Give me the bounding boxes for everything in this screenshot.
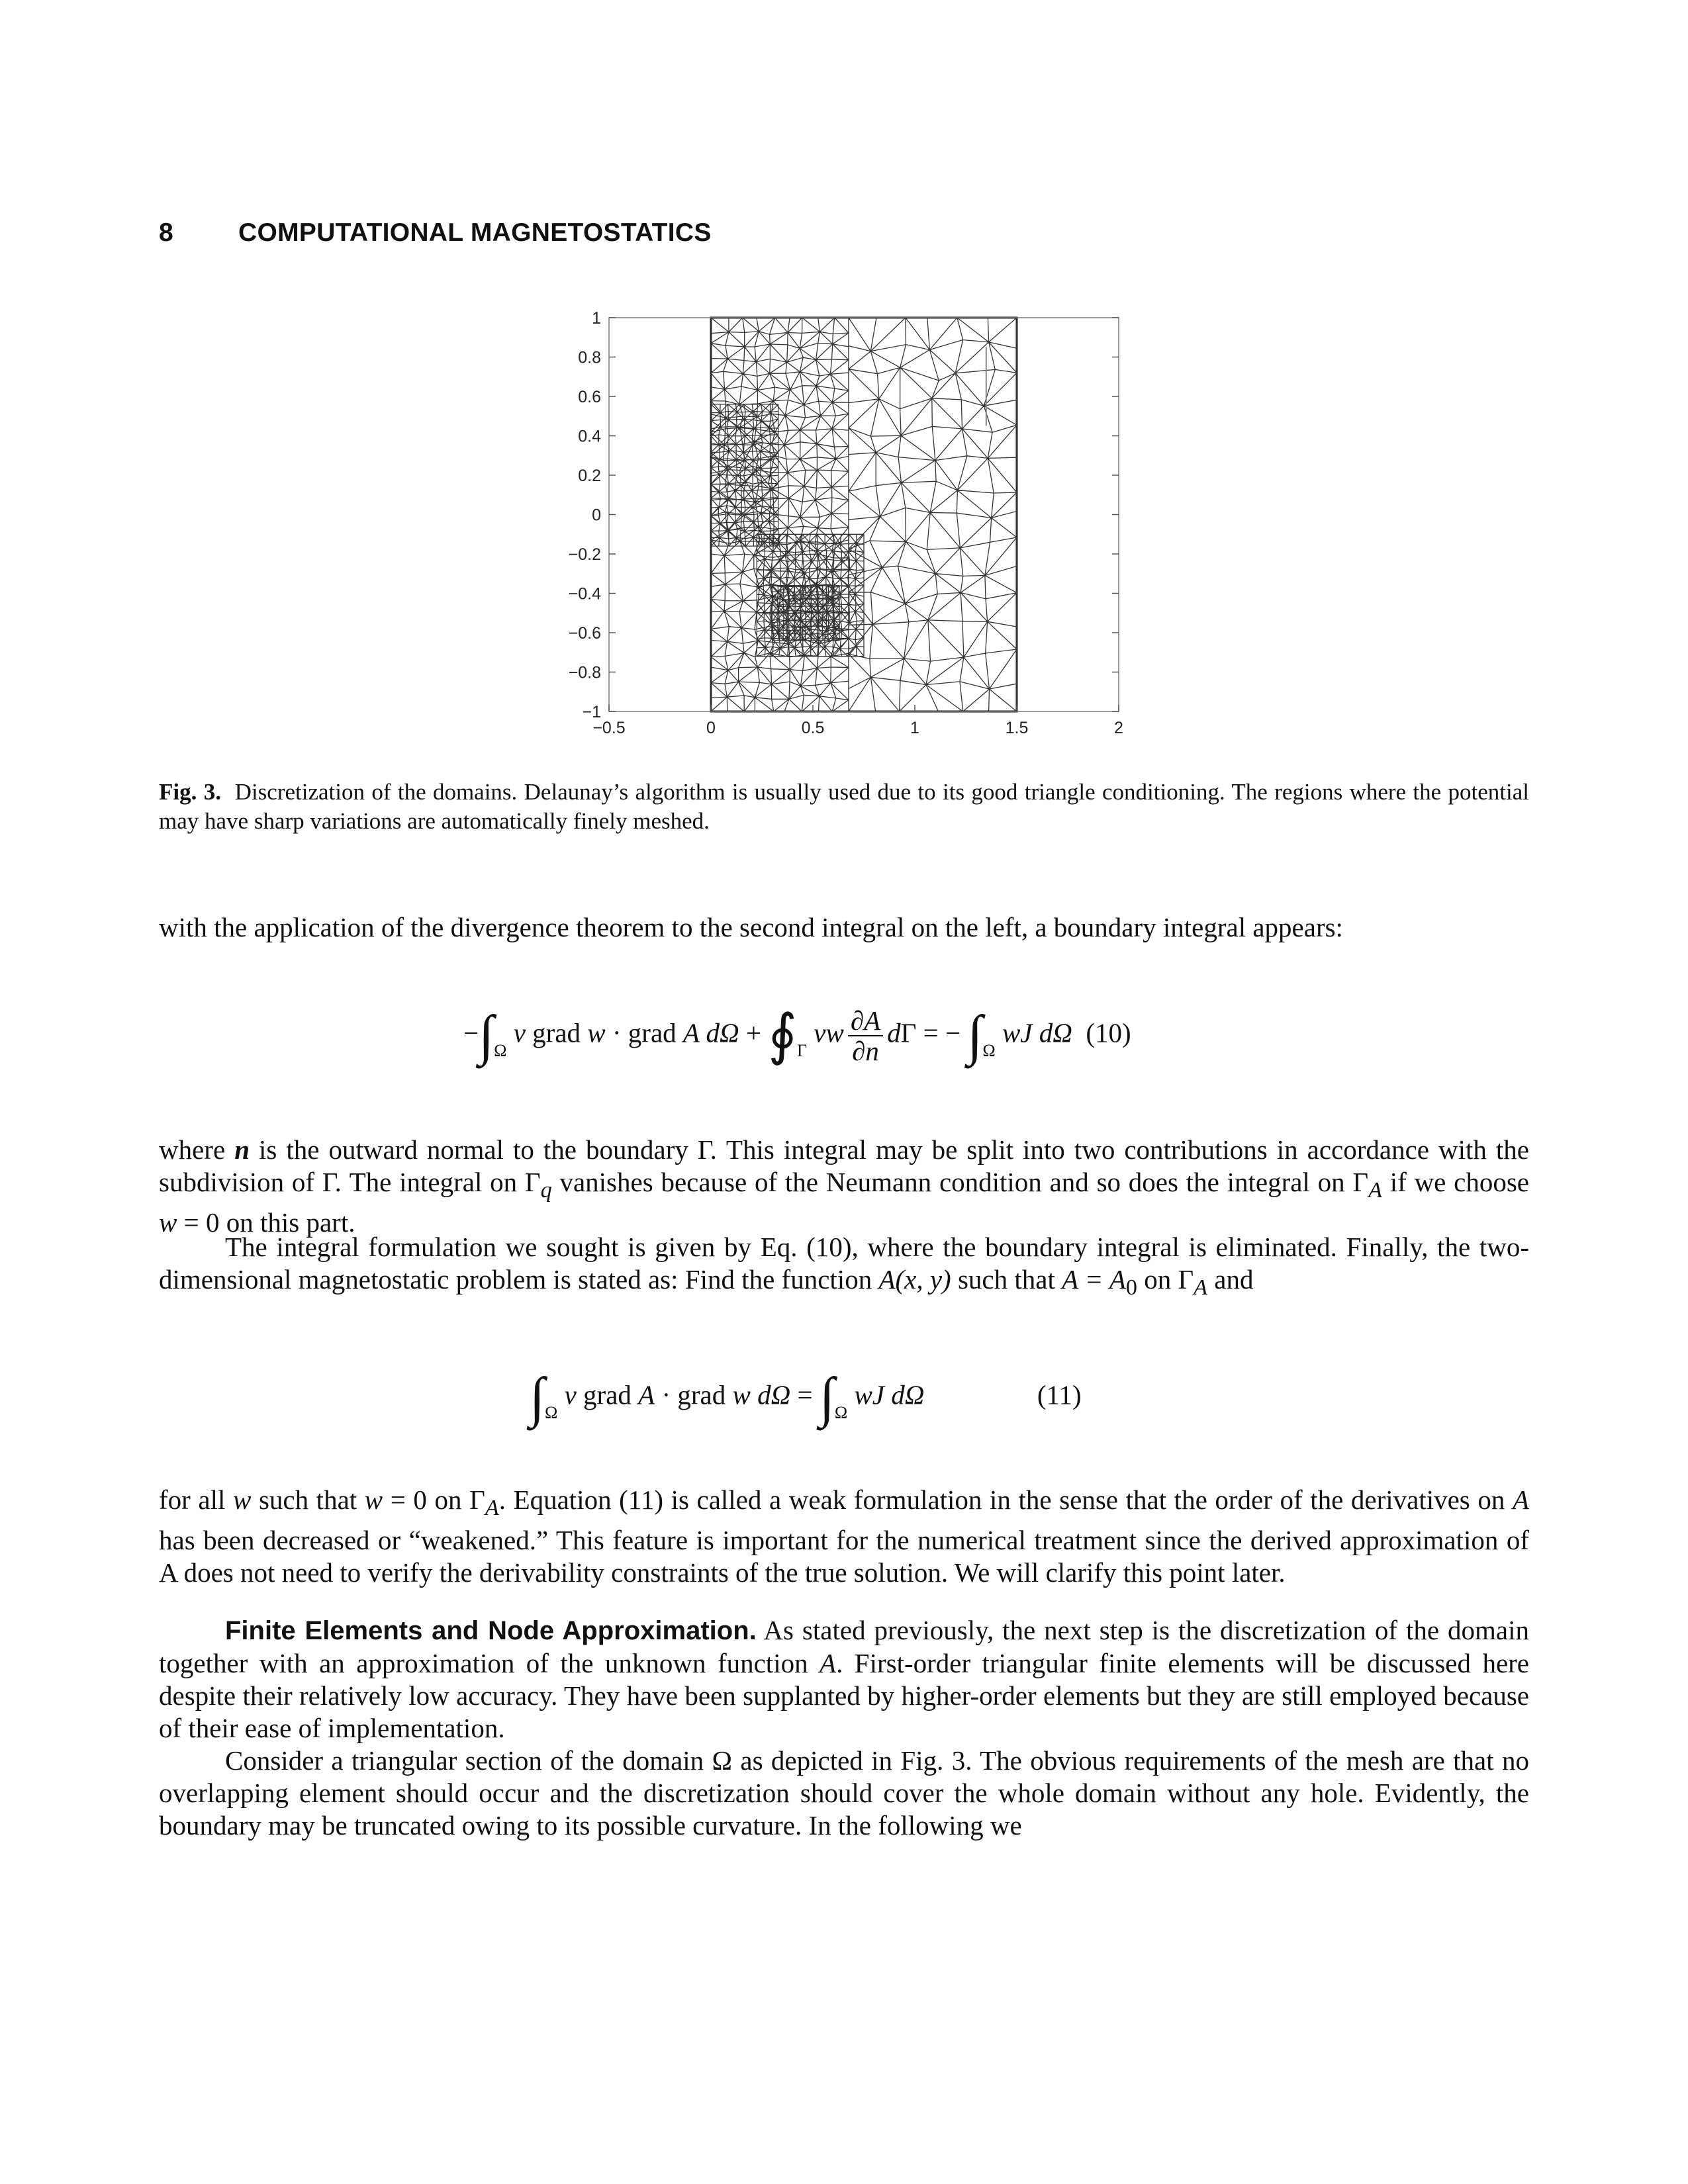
paragraph-1 [159, 911, 1529, 944]
p2-b: is the outward normal to the boundary Γ. This integral may be split into two contributions in accordance with the subdivision of Γ. The integral on Γ [159, 1134, 1529, 1197]
y-tick-label: 0.8 [578, 348, 601, 367]
paragraph-6 [159, 1745, 1529, 1842]
p3-A: A [1194, 1275, 1208, 1300]
equation-11: $\int_\Omega$ ν grad A · grad w $d\Omega = \int_\Omega$ wJ dΩ (11) [530, 1367, 1082, 1428]
p2-e: = 0 on this part. [177, 1207, 355, 1238]
p4-d: . Equation (11) is called a weak formulation in the sense that the order of the derivatives on [498, 1484, 1513, 1515]
x-tick-label: 1.5 [1005, 719, 1029, 737]
equation-10-number: (10) [1086, 1017, 1131, 1048]
paragraph-1-text: with the application of the divergence theorem to the second integral on the left, a boundary integral appears: [159, 912, 1343, 942]
y-tick-label: 0.4 [578, 427, 601, 446]
p4-b: such that [251, 1484, 365, 1515]
running-header [159, 218, 712, 248]
paragraph-4 [159, 1484, 1529, 1589]
y-tick-label: 0.2 [578, 467, 601, 485]
p4-c: = 0 on Γ [383, 1484, 485, 1515]
y-tick-label: 1 [592, 309, 601, 328]
p3-cond: A = A [1062, 1264, 1126, 1295]
p3-func: A(x, y) [878, 1264, 951, 1295]
p5-a: As stated previously, the next step is the discretization of the domain together with an approximation of the unknown function [159, 1615, 1529, 1678]
x-tick-label: 1 [910, 719, 919, 737]
y-tick-label: −0.8 [568, 663, 601, 682]
p3-c: on Γ [1137, 1264, 1194, 1295]
y-tick-label: −1 [582, 703, 601, 721]
p6-text: Consider a triangular section of the domain Ω as depicted in Fig. 3. The obvious requirements of the mesh are that no overlapping element should occur and the discretization should cover the whole domain without any hole. Evidently, the boundary may be truncated owing to its possible curvature. In the following we [159, 1745, 1529, 1841]
x-tick-label: −0.5 [592, 719, 626, 737]
p4-A: A [485, 1496, 499, 1521]
y-tick-label: −0.2 [568, 545, 601, 564]
p3-b: such that [951, 1264, 1062, 1295]
paragraph-5 [159, 1614, 1529, 1745]
y-tick-label: −0.6 [568, 624, 601, 643]
y-tick-labels [569, 309, 601, 721]
section-heading: Finite Elements and Node Approximation. [225, 1616, 757, 1645]
x-tick-label: 2 [1114, 719, 1123, 737]
p2-n: n [234, 1134, 250, 1165]
paragraph-3 [159, 1231, 1529, 1304]
y-tick-label: 0.6 [578, 388, 601, 406]
p5-A: A [820, 1648, 837, 1678]
mesh-triangulation [711, 318, 1017, 711]
p3-a: The integral formulation we sought is given by Eq. (10), where the boundary integral is eliminated. Finally, the two-dimensional magnetostatic problem is stated as: Find the function [159, 1232, 1529, 1295]
equation-11-number: (11) [1037, 1379, 1082, 1410]
figure-caption [159, 778, 1529, 836]
p2-w: w [159, 1207, 177, 1238]
x-tick-label: 0.5 [801, 719, 825, 737]
x-tick-labels [592, 719, 1123, 737]
p4-a: for all [159, 1484, 233, 1515]
p2-c: vanishes because of the Neumann condition and so does the integral on Γ [551, 1167, 1369, 1197]
p4-e: has been decreased or “weakened.” This feature is important for the numerical treatment since the derived approximation of A does not need to verify the derivability constraints of the true solution. We will clarify this point later. [159, 1525, 1529, 1588]
p3-zero: 0 [1125, 1275, 1137, 1300]
running-title: COMPUTATIONAL MAGNETOSTATICS [238, 218, 712, 247]
p2-q: q [540, 1178, 552, 1203]
mesh-figure [543, 298, 1139, 761]
p4-w1: w [232, 1484, 252, 1515]
p4-w2: w [364, 1484, 383, 1515]
caption-text: Discretization of the domains. Delaunay’s algorithm is usually used due to its good triangle conditioning. The regions where the potential may have sharp variations are automatically finely meshed. [159, 779, 1530, 834]
p5-b: . First-order triangular finite elements will be discussed here despite their relatively low accuracy. They have been supplanted by higher-order elements but they are still employed because of their ease of implementation. [159, 1648, 1529, 1743]
p3-d: and [1207, 1264, 1254, 1295]
page-number: 8 [159, 218, 173, 247]
paragraph-2 [159, 1134, 1529, 1239]
x-tick-label: 0 [706, 719, 716, 737]
caption-label: Fig. 3. [159, 779, 221, 805]
p2-d: if we choose [1382, 1167, 1530, 1197]
y-tick-label: −0.4 [568, 584, 601, 604]
p4-Avar: A [1512, 1484, 1530, 1515]
p2-A: A [1368, 1178, 1382, 1203]
equation-10: $-\int_\Omega$ ν grad w · grad A $d\Omega + ∮_\Gamma$ νw $\frac{\partial A}{\partial n}$ dΓ = − $\int_\Omega$ wJ dΩ (10) [463, 1005, 1131, 1066]
y-tick-label: 0 [592, 506, 601, 525]
p2-a: where [159, 1134, 235, 1165]
